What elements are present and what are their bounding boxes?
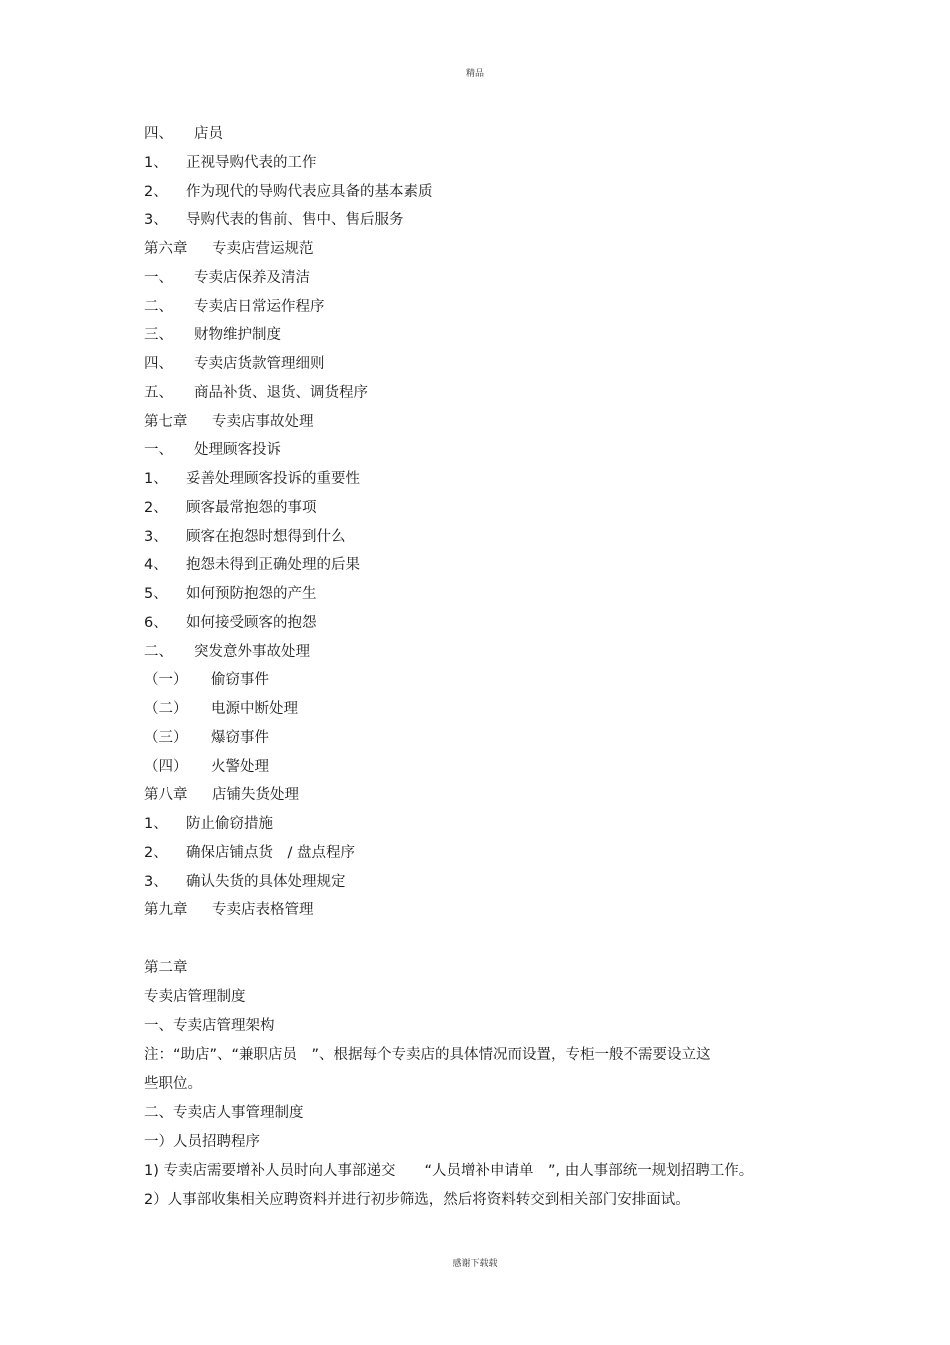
toc-item-text: 专卖店日常运作程序 [194,298,325,315]
toc-item-number: 2、 [144,183,168,200]
paragraph: 1) 专卖店需要增补人员时向人事部递交 “人员增补申请单 ”, 由人事部统一规划招聘工作。 [144,1163,754,1179]
chapter-heading: 第二章 [144,960,188,976]
toc-item-text: 顾客在抱怨时想得到什么 [186,528,346,545]
toc-item-text: 正视导购代表的工作 [186,154,317,171]
toc-item-number: （三） [144,729,188,746]
toc-item [144,122,433,151]
paragraph: 注：“助店”、“兼职店员 ”、根据每个专卖店的具体情况而设置，专柜一般不需要设立这 [144,1047,711,1063]
toc-item-number: 2、 [144,844,168,861]
toc-item [144,237,433,266]
paragraph: 些职位。 [144,1076,202,1092]
toc-item-text: 如何预防抱怨的产生 [186,586,317,602]
toc-item [144,496,433,525]
toc-item-number: 4、 [144,557,168,574]
paragraph: 2）人事部收集相关应聘资料并进行初步筛选，然后将资料转交到相关部门安排面试。 [144,1192,690,1208]
toc-item [144,295,433,324]
toc-item [144,208,433,237]
toc-item-text: 妥善处理顾客投诉的重要性 [186,471,360,487]
toc-item-number: 第七章 [144,413,188,430]
toc-item-number: 五、 [144,384,173,401]
paragraph: 一、专卖店管理架构 [144,1018,275,1034]
toc-item-text: 专卖店保养及清洁 [194,269,310,286]
toc-item-text: 处理顾客投诉 [194,442,281,459]
toc-item-number: 第六章 [144,241,188,257]
toc-item-number: 3、 [144,528,168,545]
toc-item [144,668,433,697]
toc-item-number: 3、 [144,873,168,890]
toc-item-text: 专卖店事故处理 [212,413,314,430]
toc-item [144,841,433,870]
paragraph: 二、专卖店人事管理制度 [144,1105,304,1121]
toc-item [144,812,433,841]
page-footer: 感谢下载载 [452,1259,498,1269]
toc-item-text: 专卖店货款管理细则 [194,356,325,372]
toc-item-text: 财物维护制度 [194,327,281,344]
toc-item-number: （二） [144,701,188,717]
toc-item-text: 商品补货、退货、调货程序 [194,384,368,401]
toc-item [144,755,433,784]
toc-item [144,525,433,554]
toc-item-text: 专卖店营运规范 [212,241,314,257]
toc-item-number: 第八章 [144,787,188,804]
toc-item-number: 二、 [144,298,173,315]
toc-item [144,870,433,899]
toc-item-text: 爆窃事件 [211,729,269,746]
table-of-contents [144,122,433,927]
toc-item-text: 防止偷窃措施 [186,816,273,832]
toc-item [144,640,433,669]
toc-item [144,323,433,352]
toc-item [144,553,433,582]
toc-item-number: 5、 [144,586,168,602]
toc-item-text: 火警处理 [211,758,269,775]
toc-item-text: 电源中断处理 [211,701,298,717]
toc-item-number: 二、 [144,643,173,660]
toc-item [144,381,433,410]
toc-item [144,467,433,496]
toc-item [144,726,433,755]
chapter-title: 专卖店管理制度 [144,989,246,1005]
toc-item-number: 1、 [144,471,168,487]
toc-item [144,611,433,640]
toc-item-number: 三、 [144,327,173,344]
toc-item-text: 如何接受顾客的抱怨 [186,614,317,631]
toc-item-text: 专卖店表格管理 [212,902,314,919]
toc-item-text: 店员 [194,126,223,142]
toc-item-number: 1、 [144,816,168,832]
toc-item [144,410,433,439]
toc-item [144,438,433,467]
toc-item-number: 3、 [144,212,168,229]
toc-item-number: 一、 [144,269,173,286]
toc-item-number: 一、 [144,442,173,459]
toc-item-number: （一） [144,672,188,689]
toc-item [144,783,433,812]
toc-item-number: 2、 [144,499,168,516]
toc-item-text: 作为现代的导购代表应具备的基本素质 [186,183,433,200]
toc-item-number: 第九章 [144,902,188,919]
toc-item-number: 1、 [144,154,168,171]
toc-item-text: 确认失货的具体处理规定 [186,873,346,890]
toc-item [144,266,433,295]
chapter-section [144,955,784,1216]
toc-item-number: 四、 [144,126,173,142]
toc-item [144,180,433,209]
paragraph: 一）人员招聘程序 [144,1134,260,1150]
toc-item [144,352,433,381]
toc-item-text: 突发意外事故处理 [194,643,310,660]
toc-item-text: 导购代表的售前、售中、售后服务 [186,212,404,229]
toc-item-number: 四、 [144,356,173,372]
toc-item-number: （四） [144,758,188,775]
toc-item-text: 偷窃事件 [211,672,269,689]
toc-item-text: 顾客最常抱怨的事项 [186,499,317,516]
toc-item [144,898,433,927]
toc-item [144,582,433,611]
toc-item-number: 6、 [144,614,168,631]
toc-item-text: 店铺失货处理 [212,787,299,804]
toc-item [144,151,433,180]
toc-item [144,697,433,726]
toc-item-text: 确保店铺点货 / 盘点程序 [186,844,355,861]
page-header: 精品 [465,69,484,79]
toc-item-text: 抱怨未得到正确处理的后果 [186,557,360,574]
